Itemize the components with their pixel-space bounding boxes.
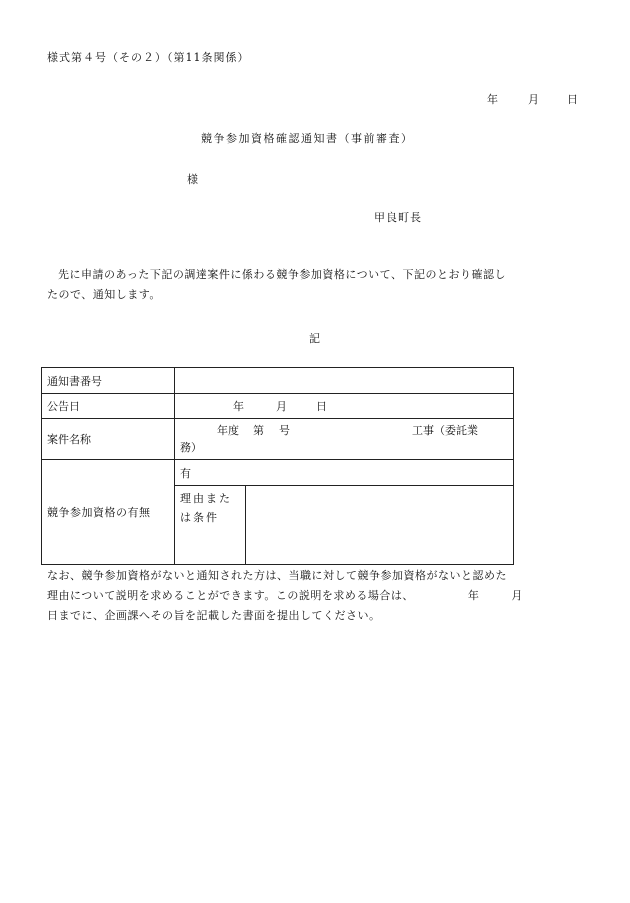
eligibility-label: 競争参加資格の有無	[42, 460, 175, 565]
footer-year: 年	[467, 589, 480, 602]
table-row	[42, 419, 514, 460]
table-row	[42, 460, 514, 486]
case-koji-line2: 務）	[180, 441, 202, 454]
reason-label-line1: 理由また	[180, 492, 232, 505]
announcement-date-value	[175, 394, 514, 419]
body-line-2: たので、通知します。	[47, 288, 161, 301]
case-name-label: 案件名称	[42, 419, 175, 460]
recipient-suffix: 様	[187, 173, 198, 186]
announcement-day: 日	[316, 400, 327, 413]
body-line-1: 先に申請のあった下記の調達案件に係わる競争参加資格について、下記のとおり確認し	[58, 268, 506, 281]
table-row	[42, 394, 514, 419]
announcement-date-label: 公告日	[42, 394, 175, 419]
eligibility-value: 有	[175, 460, 514, 486]
date-day-label: 日	[567, 93, 578, 106]
footer-month: 月	[511, 589, 523, 602]
issuer-name: 甲良町長	[374, 211, 422, 224]
footer-line-2-text: 理由について説明を求めることができます。この説明を求める場合は、	[47, 589, 414, 602]
notice-number-value	[175, 368, 514, 394]
footer-paragraph	[47, 566, 581, 626]
case-dai: 第	[253, 424, 264, 437]
footer-line-2	[47, 586, 581, 606]
reason-label	[175, 486, 246, 565]
ki-heading: 記	[309, 332, 320, 345]
case-nendo: 年度	[217, 424, 239, 437]
date-month-label: 月	[528, 93, 539, 106]
announcement-year: 年	[233, 400, 244, 413]
case-go: 号	[279, 424, 290, 437]
date-year-label: 年	[487, 93, 498, 106]
footer-line-3: 日までに、企画課へその旨を記載した書面を提出してください。	[47, 609, 381, 622]
case-koji-line1: 工事（委託業	[412, 424, 478, 437]
notice-number-label: 通知書番号	[42, 368, 175, 394]
document-title: 競争参加資格確認通知書（事前審査）	[201, 132, 414, 145]
reason-label-line2: は条件	[180, 511, 219, 524]
table-row	[42, 368, 514, 394]
footer-line-1: なお、競争参加資格がないと通知された方は、当職に対して競争参加資格がないと認めた	[47, 569, 507, 582]
reason-value	[246, 486, 514, 565]
body-paragraph	[47, 265, 581, 305]
case-name-value	[175, 419, 514, 460]
eligibility-table	[41, 367, 514, 565]
form-number: 様式第４号（その２）（第11条関係）	[47, 51, 250, 64]
announcement-month: 月	[276, 400, 287, 413]
